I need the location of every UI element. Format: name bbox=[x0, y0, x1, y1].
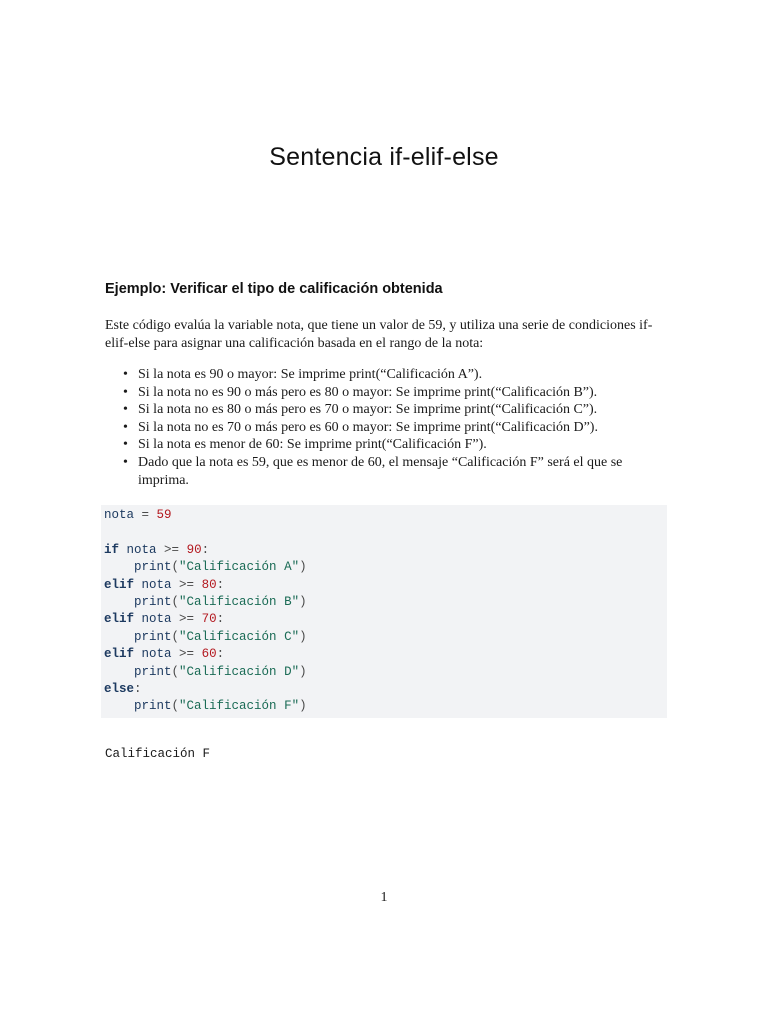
code-operator: = bbox=[134, 508, 157, 522]
code-operator: >= bbox=[171, 612, 202, 627]
code-keyword: if bbox=[104, 542, 120, 557]
code-variable: nota bbox=[141, 612, 172, 627]
code-variable: nota bbox=[141, 577, 172, 592]
bullet-icon: • bbox=[123, 419, 128, 435]
bullet-list bbox=[105, 366, 667, 489]
code-operator: >= bbox=[156, 542, 187, 557]
list-item bbox=[105, 436, 667, 454]
code-line bbox=[104, 542, 667, 559]
code-keyword: else bbox=[104, 681, 135, 696]
code-punct: ) bbox=[299, 560, 307, 575]
code-punct: : bbox=[201, 542, 210, 557]
code-punct: ) bbox=[299, 629, 307, 644]
code-punct: ( bbox=[171, 629, 180, 644]
code-operator: >= bbox=[171, 647, 202, 662]
code-line bbox=[104, 594, 667, 611]
code-punct: ) bbox=[299, 664, 307, 679]
list-item bbox=[105, 401, 667, 419]
code-keyword: elif bbox=[104, 647, 135, 662]
list-item bbox=[105, 384, 667, 402]
code-punct: ) bbox=[299, 699, 307, 714]
code-punct: ) bbox=[299, 594, 307, 609]
code-keyword: elif bbox=[104, 577, 135, 592]
code-line bbox=[104, 629, 667, 646]
section-heading: Ejemplo: Verificar el tipo de calificación obtenida bbox=[105, 281, 443, 297]
list-item-text: Si la nota no es 90 o más pero es 80 o mayor: Se imprime print(“Calificación B”). bbox=[138, 384, 598, 400]
code-number: 90 bbox=[186, 542, 202, 557]
code-punct: : bbox=[216, 577, 225, 592]
code-function: print bbox=[134, 699, 172, 714]
page-title: Sentencia if-elif-else bbox=[269, 143, 499, 171]
code-number: 60 bbox=[201, 647, 217, 662]
code-variable: nota bbox=[104, 508, 135, 522]
code-punct: ( bbox=[171, 560, 180, 575]
code-indent bbox=[104, 560, 134, 574]
bullet-icon: • bbox=[123, 454, 128, 470]
code-line bbox=[104, 698, 667, 715]
code-string: "Calificación C" bbox=[179, 629, 300, 644]
code-indent bbox=[104, 595, 134, 609]
code-number: 70 bbox=[201, 612, 217, 627]
code-string: "Calificación A" bbox=[179, 560, 300, 575]
code-punct: : bbox=[216, 647, 225, 662]
intro-paragraph: Este código evalúa la variable nota, que tiene un valor de 59, y utiliza una serie de condiciones if-elif-else para asignar una calificación basada en el rango de la nota: bbox=[105, 318, 653, 351]
code-function: print bbox=[134, 629, 172, 644]
code-line bbox=[104, 646, 667, 663]
bullet-icon: • bbox=[123, 367, 128, 382]
code-number: 59 bbox=[156, 508, 172, 522]
code-punct: : bbox=[134, 681, 142, 696]
code-function: print bbox=[134, 594, 172, 609]
code-punct: : bbox=[216, 612, 225, 627]
bullet-icon: • bbox=[123, 384, 128, 400]
code-punct: ( bbox=[171, 594, 180, 609]
code-block[interactable] bbox=[101, 505, 667, 718]
code-line bbox=[104, 559, 667, 576]
code-variable: nota bbox=[141, 647, 172, 662]
code-indent bbox=[104, 699, 134, 713]
code-operator: >= bbox=[171, 577, 202, 592]
code-number: 80 bbox=[201, 577, 217, 592]
code-line bbox=[104, 507, 667, 524]
code-variable: nota bbox=[126, 542, 157, 557]
code-function: print bbox=[134, 664, 172, 679]
page-number: 1 bbox=[380, 890, 388, 905]
list-item-text: Si la nota es 90 o mayor: Se imprime print(“Calificación A”). bbox=[138, 367, 483, 382]
code-punct: ( bbox=[171, 664, 180, 679]
code-string: "Calificación D" bbox=[179, 664, 300, 679]
code-line bbox=[104, 611, 667, 628]
bullet-icon: • bbox=[123, 402, 128, 418]
list-item-text: Dado que la nota es 59, que es menor de 60, el mensaje “Calificación F” será el que se imprima. bbox=[138, 454, 623, 488]
list-item-text: Si la nota no es 80 o más pero es 70 o mayor: Se imprime print(“Calificación C”). bbox=[138, 402, 598, 418]
code-string: "Calificación B" bbox=[179, 594, 300, 609]
code-line-blank bbox=[104, 524, 667, 541]
list-item bbox=[105, 454, 667, 489]
code-indent bbox=[104, 630, 134, 644]
code-line bbox=[104, 681, 667, 698]
list-item-text: Si la nota es menor de 60: Se imprime print(“Calificación F”). bbox=[138, 437, 487, 453]
code-string: "Calificación F" bbox=[179, 699, 300, 714]
code-function: print bbox=[134, 560, 172, 575]
code-keyword: elif bbox=[104, 612, 135, 627]
code-line bbox=[104, 577, 667, 594]
list-item bbox=[105, 366, 667, 384]
bullet-icon: • bbox=[123, 437, 128, 453]
code-indent bbox=[104, 665, 134, 679]
code-output: Calificación F bbox=[105, 747, 211, 761]
list-item-text: Si la nota no es 70 o más pero es 60 o mayor: Se imprime print(“Calificación D”). bbox=[138, 419, 598, 435]
code-line bbox=[104, 664, 667, 681]
code-punct: ( bbox=[171, 699, 180, 714]
list-item bbox=[105, 419, 667, 437]
